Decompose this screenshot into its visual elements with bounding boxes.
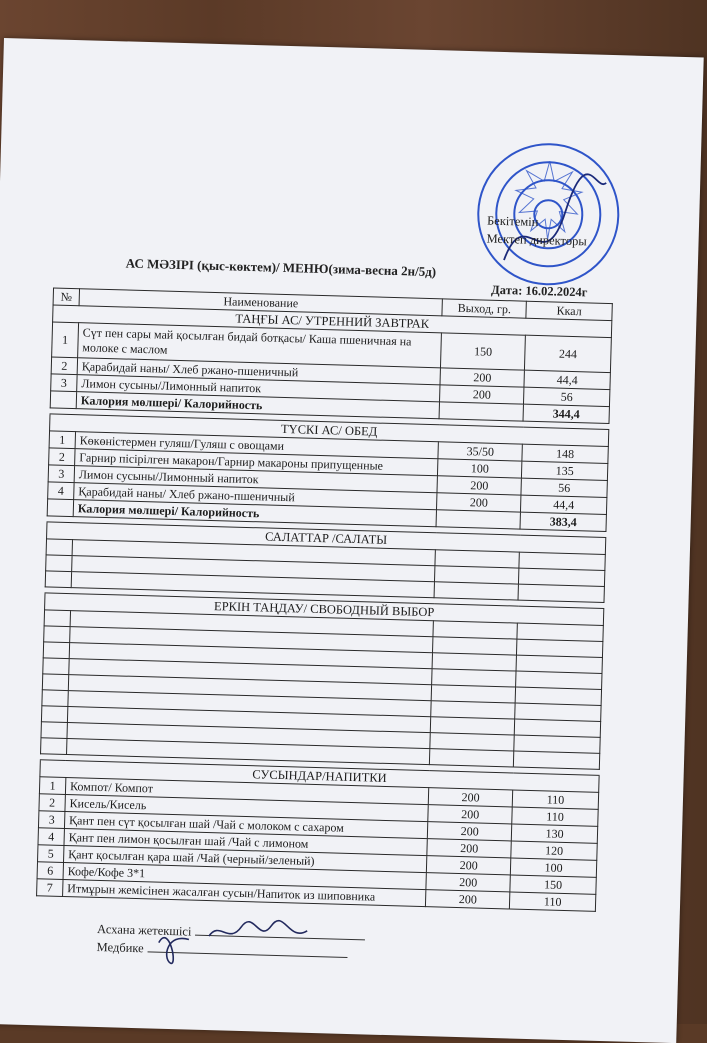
drinks-section-title: СУСЫНДАР/НАПИТКИ bbox=[40, 760, 599, 793]
item-number: 4 bbox=[48, 482, 74, 500]
item-number: 3 bbox=[38, 811, 64, 829]
item-yield: 200 bbox=[437, 476, 521, 495]
item-yield: 150 bbox=[441, 333, 526, 370]
item-name: Лимон сусыны/Лимонный напиток bbox=[74, 466, 438, 493]
approval-block bbox=[486, 212, 587, 251]
item-kcal: 244 bbox=[525, 335, 612, 372]
item-kcal: 100 bbox=[510, 858, 596, 877]
item-yield: 200 bbox=[437, 493, 521, 512]
empty-cell bbox=[43, 658, 69, 675]
item-name: Қарабидай наны/ Хлеб ржано-пшеничный bbox=[77, 358, 441, 385]
item-name: Кофе/Кофе 3*1 bbox=[63, 862, 427, 889]
item-number: 1 bbox=[49, 431, 75, 449]
item-yield: 200 bbox=[440, 385, 524, 404]
item-yield: 200 bbox=[428, 822, 512, 841]
header-kcal: Ккал bbox=[526, 301, 612, 320]
item-yield: 200 bbox=[427, 856, 511, 875]
empty-cell bbox=[41, 722, 67, 739]
item-kcal: 150 bbox=[510, 875, 596, 894]
item-number: 3 bbox=[51, 374, 77, 392]
item-kcal: 110 bbox=[512, 807, 598, 826]
item-name: Лимон сусыны/Лимонный напиток bbox=[77, 375, 441, 402]
item-kcal: 120 bbox=[511, 841, 597, 860]
item-number: 1 bbox=[39, 777, 65, 795]
item-number: 4 bbox=[38, 828, 64, 846]
empty-cell bbox=[43, 642, 69, 659]
item-name: Гарнир пісірілген макарон/Гарнир макароны припущенные bbox=[75, 449, 439, 476]
empty-cell bbox=[42, 690, 68, 707]
empty-cell bbox=[41, 706, 67, 723]
total-label: Калория мөлшері/ Калорийность bbox=[76, 392, 440, 419]
item-yield: 200 bbox=[440, 368, 524, 387]
total-kcal: 383,4 bbox=[520, 512, 606, 531]
menu-sheet bbox=[0, 38, 704, 1043]
empty-cell bbox=[46, 539, 72, 556]
header-name: Наименование bbox=[79, 289, 443, 316]
total-empty-cell bbox=[50, 391, 76, 409]
empty-cell bbox=[45, 571, 71, 588]
item-name: Қант қосылған қара шай /Чай (черный/зеленый) bbox=[63, 845, 427, 872]
kitchen-head-label: Асхана жетекшісі bbox=[96, 921, 192, 939]
menu-title: АС МӘЗІРІ (қыс-көктем)/ МЕНЮ(зима-весна 2н/5д) bbox=[125, 255, 437, 280]
item-number: 3 bbox=[48, 465, 74, 483]
item-number: 7 bbox=[37, 879, 63, 897]
empty-cell bbox=[44, 610, 70, 627]
item-name: Сүт пен сары май қосылған бидай ботқасы/ Каша пшеничная на молоке с маслом bbox=[78, 323, 442, 368]
item-name: Компот/ Компот bbox=[65, 778, 429, 805]
empty-cell bbox=[41, 738, 67, 755]
item-number: 5 bbox=[38, 845, 64, 863]
item-kcal: 135 bbox=[522, 461, 608, 480]
item-number: 2 bbox=[49, 448, 75, 466]
item-name: Қант пен лимон қосылған шай /Чай с лимоном bbox=[64, 828, 428, 855]
free-choice-section-title: ЕРКІН ТАҢДАУ/ СВОБОДНЫЙ ВЫБОР bbox=[45, 593, 604, 626]
total-kcal: 344,4 bbox=[523, 404, 609, 423]
item-name: Итмұрын жемісінен жасалған сусын/Напиток из шиповника bbox=[63, 879, 427, 906]
item-yield: 200 bbox=[426, 873, 510, 892]
item-kcal: 110 bbox=[512, 790, 598, 809]
item-number: 2 bbox=[51, 357, 77, 375]
item-name: Қарабидай наны/ Хлеб ржано-пшеничный bbox=[74, 483, 438, 510]
item-yield: 200 bbox=[428, 788, 512, 807]
item-yield: 200 bbox=[426, 890, 510, 909]
item-number: 2 bbox=[39, 794, 65, 812]
header-yield: Выход, гр. bbox=[442, 299, 526, 318]
nurse-label: Медбике bbox=[96, 939, 144, 956]
item-kcal: 44,4 bbox=[524, 370, 610, 389]
item-kcal: 130 bbox=[511, 824, 597, 843]
item-yield: 200 bbox=[427, 839, 511, 858]
menu-date: Дата: 16.02.2024г bbox=[490, 282, 588, 300]
approval-position: Мектеп директоры bbox=[486, 231, 587, 249]
item-yield: 100 bbox=[438, 459, 522, 478]
menu-table bbox=[36, 287, 613, 911]
item-name: Кисель/Кисель bbox=[65, 795, 429, 822]
item-number: 6 bbox=[37, 862, 63, 880]
salads-section-title: САЛАТТАР /САЛАТЫ bbox=[47, 522, 606, 555]
breakfast-section-title: ТАҢҒЫ АС/ УТРЕННИЙ ЗАВТРАК bbox=[53, 305, 612, 338]
item-kcal: 148 bbox=[522, 444, 608, 463]
item-kcal: 56 bbox=[524, 387, 610, 406]
empty-cell bbox=[46, 555, 72, 572]
approval-title: Бекітемін bbox=[486, 213, 539, 229]
item-yield: 35/50 bbox=[438, 442, 522, 461]
total-label: Калория мөлшері/ Калорийность bbox=[73, 500, 437, 527]
item-kcal: 44,4 bbox=[521, 495, 607, 514]
item-name: Қант пен сүт қосылған шай /Чай с молоком с сахаром bbox=[64, 812, 428, 839]
item-kcal: 56 bbox=[521, 478, 607, 497]
item-name: Көкөністермен гуляш/Гуляш с овощами bbox=[75, 432, 439, 459]
total-empty-cell bbox=[47, 499, 73, 517]
empty-cell bbox=[42, 674, 68, 691]
header-number: № bbox=[53, 288, 79, 306]
item-yield: 200 bbox=[428, 805, 512, 824]
lunch-section-title: ТҮСКІ АС/ ОБЕД bbox=[50, 414, 609, 447]
item-number: 1 bbox=[52, 322, 79, 358]
item-kcal: 110 bbox=[510, 892, 596, 911]
empty-cell bbox=[44, 626, 70, 643]
handwritten-signature bbox=[148, 912, 350, 978]
